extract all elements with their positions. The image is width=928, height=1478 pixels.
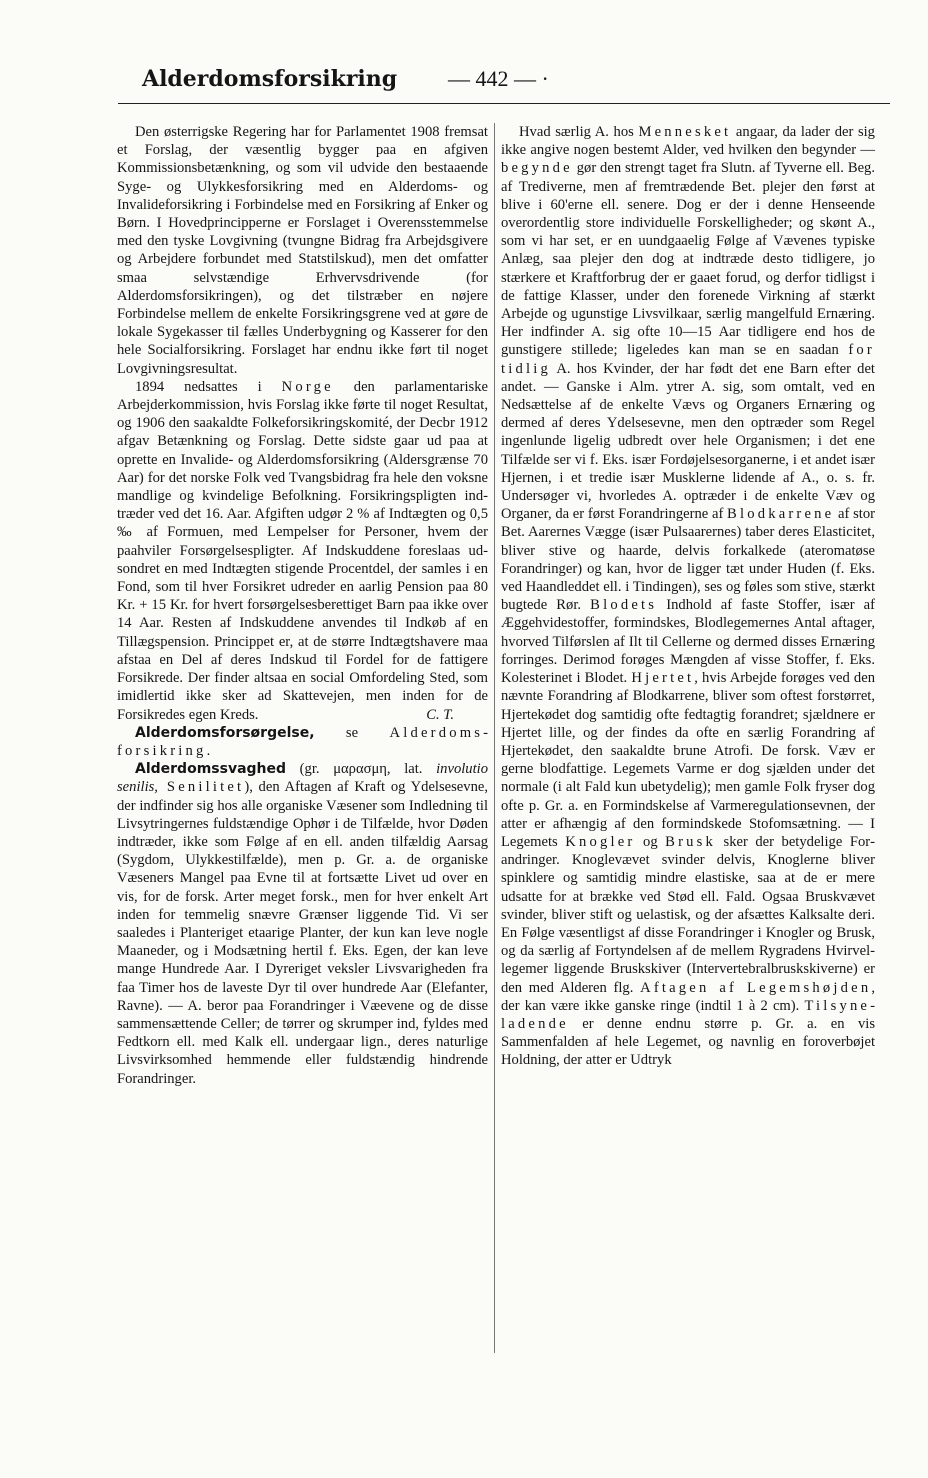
cross-reference: Alderdomsforsikring <box>117 724 488 759</box>
column-divider <box>494 123 495 1353</box>
paragraph-norway: 1894 nedsattes i Norge den parlamentariske Arbejderkommission, hvis Forslag ikke førte til noget Resultat, og 1906 den saakaldte Folkeforsikringskomité, der Decbr 1912 afgav Betænkning og Forslag. Dette sidste gaar ud paa at oprette en Invalide- og Alderdomsforsikring (Aldersgrænse 70 Aar) for det norske Folk ved Tvangsbidrag fra hele den voksne mandlige og kvindelige Befolkning. Forsikringspligten indtræder ved det 16. Aar. Afgiften udgør 2 % af Indtægten og 0,5 ‰ af Formuen, med Lempelser for Personer, hvem der paahviler Forsørgelsespligter. Af Indskuddene foreslaas udsondret en med Indtægten stigende Procentdel, der samles i en Fond, som til hver Forsikret udreder en aarlig Pension paa 80 Kr. + 15 Kr. for hvert forsørgelsesberettiget Barn paa ikke over 14 Aar. Resten af Indskuddene anvendes til Indkøb af en Tillægspension. Princippet er, at de større Indtægtshavere maa afstaa en Del af deres Indskud til Fordel for de fattigere Forsikrede. Der finder altsaa en social Omfordeling Sted, som imidlertid ikke sker ad Skattevejen, men inden for de Forsikredes egen Kreds. C. T. <box>117 378 489 723</box>
entry-alderdomsforsorgelse: Alderdomsforsørgelse, se Alderdomsforsikring. <box>117 724 488 759</box>
header-rule <box>118 103 890 104</box>
synonym-senilitet: Senilitet <box>157 779 245 796</box>
paragraph-austria: Den østerrigske Regering har for Parlamentet 1908 fremsat et Forslag, der væsentlig bygger paa en afgiven Kommissionsbetænkning, og som vil udvide den bestaaende Syge- og Ulykkesforsikring med en Alderdoms- og Invalideforsikring i Forbindelse med en Forsikring af Enker og Børn. I Hovedprincipperne er Forslaget i Overensstemmelse med den tyske Lovgivning (tvungne Bidrag fra Arbejdsgivere og Arbejdere forbundet med Statstilskud), men det omfatter smaa selvstændige Erhvervsdrivende (for Alderdomsforsikringen), og det tilstræber en nøjere Forbindelse mellem de enkelte Forsikringsgrene ved at gøre de lokale Sygekasser til fælles Underbygning og Kasserer for den hele Socialforsikring. Forslaget har endnu ikke ført til noget Lovgivningsresultat. <box>117 124 488 377</box>
latin-term: involutio senilis, <box>117 761 488 796</box>
right-column <box>501 123 875 1070</box>
running-title: Alderdomsforsikring <box>142 66 398 92</box>
entry-alderdomssvaghed: Alderdomssvaghed (gr. μαρασμη, lat. involutio senilis, Senilitet), den Aftagen af Kraft og Ydelsesevne, der indfinder sig hos alle organiske Væsener som Indledning til Livsytringernes fuldstændige Ophør i de Tilfælde, hvor Døden indtræder, ikke som Følge af en ell. anden tilfældig Aarsag (Sygdom, Ulykkestilfælde), men p. Gr. a. de organiske Væseners Mangel paa Evne til at fortsætte Livet ud over en vis, for de forsk. Arter meget forsk., men for hver enkelt Art inden for temmelig snævre Grænser liggende Tid. Vi ser saaledes i Planteriget etaarige Planter, der kun kan leve nogle Maaneder, og i Modsætning hertil f. Eks. Egen, der kan leve mange Hundrede Aar. I Dyreriget veksler Livsvarigheden fra faa Timer hos de laveste Dyr til over hundrede Aar (Elefanter, Ravne). — A. beror paa Forandringer i Væevene og de disse sammensættende Celler; de tørrer og skrumper ind, fyldes med Fedtkorn ell. med Kalk ell. undergaar lign., deres naturlige Livsvirksomhed hemmende eller fuldstændig hindrende Forandringer. <box>117 761 489 1087</box>
country-norway: Norge <box>281 378 334 395</box>
author-signature: C. T. <box>426 706 454 723</box>
page-header <box>118 62 888 102</box>
headword-alderdomsforsorgelse: Alderdomsforsørgelse, <box>135 724 315 741</box>
left-column <box>117 123 488 1088</box>
headword-alderdomssvaghed: Alderdomssvaghed <box>135 761 287 778</box>
page-number: — 442 — · <box>448 66 549 91</box>
paragraph-human-aging: Hvad særlig A. hos Mennesket angaar, da lader der sig ikke angive nogen bestemt Alder, ved hvilken den begynder — begynde gør den strengt taget fra Slutn. af Tyverne ell. Beg. af Trediverne, men af fremtrædende Bet. plejer den først at blive i 60'erne ell. senere. Dog er der i denne Henseende overordentlig store individuelle Forskelligheder; og skønt A., som vi har set, er en uundgaaelig Følge af Vævenes typiske Anlæg, saa plejer den dog at indtræde desto tidligere, jo stærkere et Kraftforbrug der er gaaet forud, og derfor tidligst i de fattige Klasser, under den forenede Virkning af stærkt Arbejde og ugunstige Livsvilkaar, særlig mangelfuld Ernæring. Her indfinder A. sig ofte 10—15 Aar tidligere end hos de gunstigere stillede; ligeledes kan man se en saadan for tidlig A. hos Kvinder, der har født det ene Barn efter det andet. — Ganske i Alm. ytrer A. sig, som omtalt, ved en Nedsættelse af de enkelte Vævs og Organers Ernæring og dermed af deres Ydelsesevne, men den optræder som Regel ingenlunde ligelig udbredt over hele Organismen; i det ene Tilfælde ser vi f. Eks. især Fordøjelsesorganerne, i et andet især Hjernen, i et tredie især Musklerne lidende af A., o. s. fr. Undersøger vi, hvorledes A. optræder i de enkelte Væv og Organer, da er først Forandringerne af Blodkarrene af stor Bet. Aarernes Vægge (især Pulsaarernes) taber deres Elasticitet, bliver stive og haarde, delvis forkalkede (ateromatøse Forandringer) og kan, hvor de ligger tæt under Huden (f. Eks. ved Haandleddet ell. i Tindingen), ses og føles som stive, stærkt bugtede Rør. Blodets Indhold af faste Stoffer, især af Æggehvidestoffer, formindskes, Blodlegemernes Antal aftager, hvorved Tilførslen af Ilt til Cellerne og dermed disses Ernæring forringes. Derimod forøges Mængden af visse Stoffer, f. Eks. Kolesterinet i Blodet. Hjertet, hvis Arbejde forøges ved den nævnte Forandring af Blodkarrene, bliver som oftest forstørret, Hjertekødet dog samtidig ofte fedtagtig forandret; sjældnere er Hjertet lille, og der findes da ofte en særlig Forandring af Hjertekødet, den saakaldte brune Atrofi. De forsk. Væv er gerne blodfattige. Legemets Varme er dog sjælden under det normale (i alt Fald kun ubetydelig); men gamle Folk fryser dog ofte p. Gr. a. en Formindskelse af Varmeregulationsevnen, der atter er afhængig af den formindskede Stofomsætning. — I Legemets Knogler og Brusk sker der betydelige Forandringer. Knoglevævet svinder delvis, Knoglerne bliver spinklere og samtidig mindre elastiske, saa at de er mere udsatte for at brække ved Stød ell. Fald. Ogsaa Bruskvævet svinder, bliver stift og uelastisk, og der afsættes Kalksalte deri. En Følge væsentligst af disse Forandringer i Knogler og Brusk, og da særlig af Fortyndelsen af de mellem Rygradens Hvirvellegemer liggende Bruskskiver (Intervertebralbruskskiverne) er den med Alderen flg. Aftagen af Legemshøjden, der kan være ikke ganske ringe (indtil 1 à 2 cm). Tilsyneladende er denne endnu større p. Gr. a. en vis Sammenfalden af hele Legemet, og navnlig en foroverbøjet Holdning, der atter er Udtryk <box>501 124 876 1069</box>
